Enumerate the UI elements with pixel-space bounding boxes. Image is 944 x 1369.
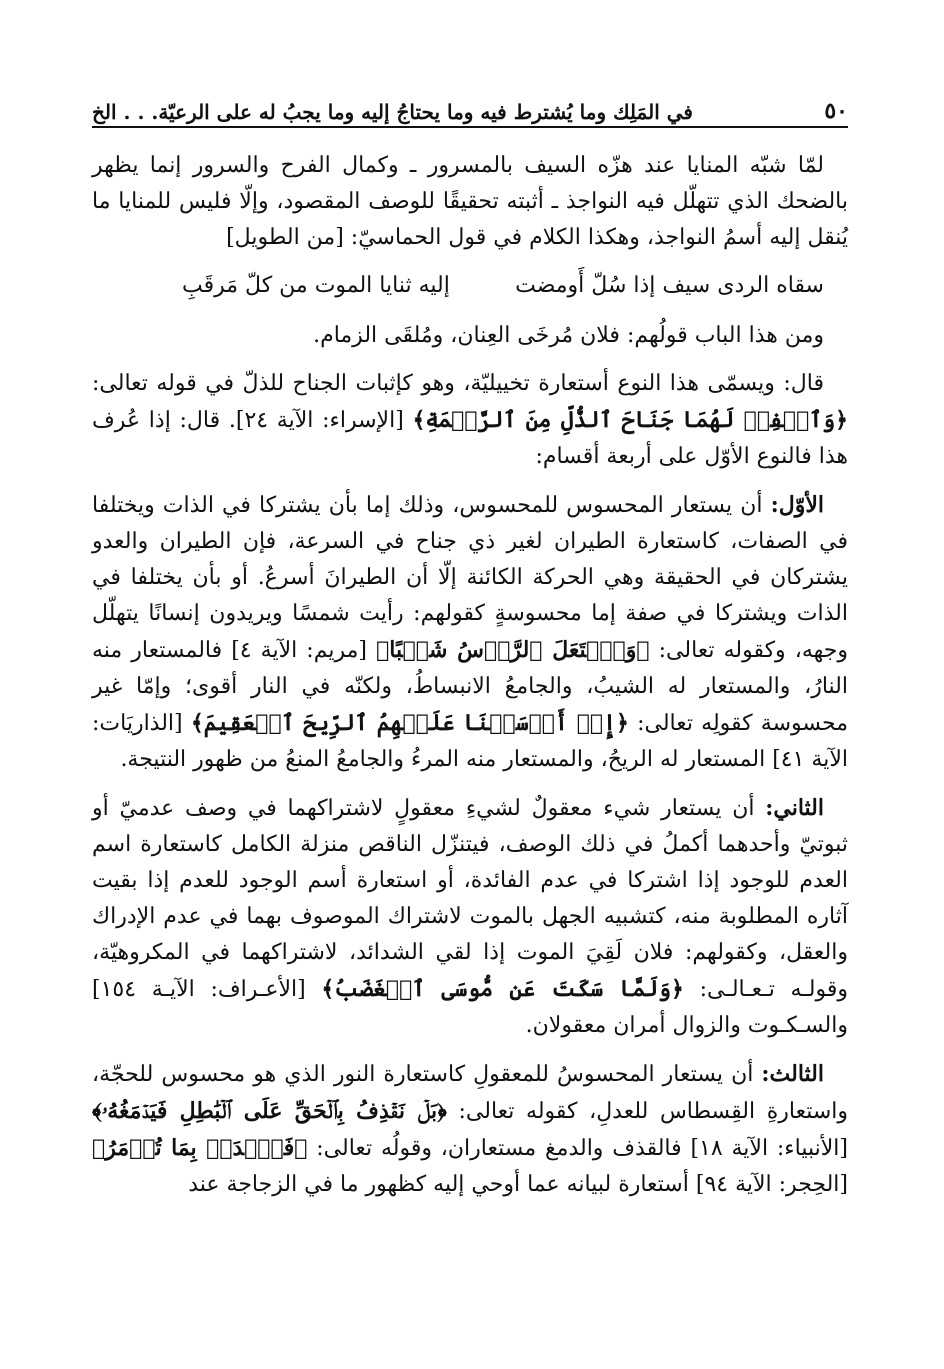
page-number: ٥٠ <box>824 98 848 124</box>
paragraph-text: ومن هذا الباب قولُهم: فلان مُرخَى العِنان، ومُلقَى الزمام. <box>313 323 824 348</box>
body-text <box>92 148 848 1203</box>
paragraph-1 <box>92 148 848 256</box>
paragraph-3 <box>92 366 848 475</box>
paragraph-second-section <box>92 790 848 1044</box>
section-term: الثاني: <box>765 795 824 821</box>
quran-quote: ﴿فَٱصۡدَعۡ بِمَا تُؤۡمَرُ﴾ <box>92 1135 308 1161</box>
quran-quote: ﴿إِذۡ أَرۡسَلۡنَا عَلَيۡهِمُ ٱلرِّيحَ ٱلۡعَقِيمَ﴾ <box>190 710 629 736</box>
paragraph-text: [الإسراء: الآية ٢٤]. قال: إذا عُرف هذا فالنوع الأوّل على أربعة أقسام: <box>92 408 848 469</box>
paragraph-text: [الأنبياء: الآية ١٨] فالقذف والدمغ مستعاران، وقولُه تعالى: <box>307 1136 848 1161</box>
paragraph-2 <box>92 318 848 354</box>
paragraph-text: أن يستعار المحسوس للمحسوس، وذلك إما بأن يشتركا في الذات ويختلفا في الصفات، كاستعارة الطيران لغير ذي جناح في السرعة، فإن الطيران والعدو يشتركان في الحقيقة وهي الحركة الكائنة إلّا أن الطيرانَ أسرعُ. أو بأن يختلفا في الذات ويشتركا في صفة إما محسوسةٍ كقولهم: رأيت شمسًا ويريدون إنسانًا يتهلّل وجهه، وكقوله تعالى: <box>92 493 848 663</box>
paragraph-text: [الذاريَات: الآية ٤١] المستعار له الريحُ، والمستعار منه المرءُ والجامعُ المنعُ من ظهور النتيجة. <box>92 711 848 772</box>
verse-hemistich-second: إليه ثنايا الموت من كلّ مَرقَبِ <box>182 273 450 298</box>
paragraph-text: لمّا شبّه المنايا عند هزّه السيف بالمسرور ـ وكمال الفرح والسرور إنما يظهر بالضحك الذي تتهلّل فيه النواجذ ـ أثبته تحقيقًا للوصف المقصود، وإلّا فليس للمنايا ما يُنقل إليه أسمُ النواجذ، وهكذا الكلام في قول الحماسيّ: [من الطويل] <box>92 153 848 250</box>
paragraph-text: قال: ويسمّى هذا النوع أستعارة تخييليّة، وهو كإثبات الجناح للذلّ في قوله تعالى: <box>92 371 824 396</box>
quran-quote: ﴿وَلَمَّا سَكَتَ عَن مُّوسَى ٱلۡغَضَبُ﴾ <box>321 976 684 1002</box>
poetry-verse <box>182 268 824 304</box>
paragraph-text: [الأعـراف: الآيـة ١٥٤] والسـكـوت والزوال أمران معقولان. <box>92 977 848 1038</box>
quran-quote: ﴿بَلۡ نَقۡذِفُ بِٱلۡحَقِّ عَلَى ٱلۡبَٰطِلِ فَيَدۡمَغُهُۥ﴾ <box>92 1098 447 1124</box>
paragraph-text: أن يستعار المحسوسُ للمعقولِ كاستعارة النور الذي هو محسوس للحجّة، واستعارةِ القِسطاس للعدلِ، كقوله تعالى: <box>92 1062 848 1124</box>
section-term: الأوّل: <box>770 492 824 518</box>
paragraph-text: [الحِجر: الآية ٩٤] أستعارة لبيانه عما أوحي إليه كظهور ما في الزجاجة عند <box>188 1172 848 1197</box>
paragraph-third-section <box>92 1056 848 1203</box>
paragraph-text: أن يستعار شيء معقولٌ لشيءِ معقولٍ لاشتراكهما في وصف عدميّ أو ثبوتيّ وأحدهما أكملُ في ذلك الوصف، فيتنزّل الناقص منزلة الكامل كاستعارة اسم العدم للوجود إذا اشتركا في عدم الفائدة، أو استعارة أسم الوجود للعدم إذا بقيت آثاره المطلوبة منه، كتشبيه الجهل بالموت لاشتراك الموصوف بهما في عدم الإدراك والعقل، وكقولهم: فلان لَقِيَ الموت إذا لقي الشدائد، لاشتراكهما في المكروهيّة، وقولـه تـعـالـى: <box>92 796 848 1002</box>
running-header <box>92 92 848 128</box>
section-term: الثالث: <box>761 1061 824 1087</box>
paragraph-first-section <box>92 487 848 778</box>
paragraph-text: [مريم: الآية ٤] فالمستعار منه النارُ، والمستعار له الشيبُ، والجامعُ الانبساطُ، ولكنّه في النار أقوى؛ وإمّا غير محسوسة كقولِه تعالى: <box>92 638 848 736</box>
quran-quote: ﴿وَٱخۡفِضۡ لَهُمَا جَنَاحَ ٱلذُّلِّ مِنَ ٱلرَّحۡمَةِ﴾ <box>412 407 848 433</box>
verse-hemistich-first: سقاه الردى سيف إذا سُلّ أَومضت <box>515 273 824 298</box>
running-title: في المَلِك وما يُشترط فيه وما يحتاجُ إليه وما يجبُ له على الرعيّة. . . الخ <box>92 100 693 124</box>
quran-quote: ﴿وَٱشۡتَعَلَ ٱلرَّأۡسُ شَيۡبًا﴾ <box>376 637 650 663</box>
